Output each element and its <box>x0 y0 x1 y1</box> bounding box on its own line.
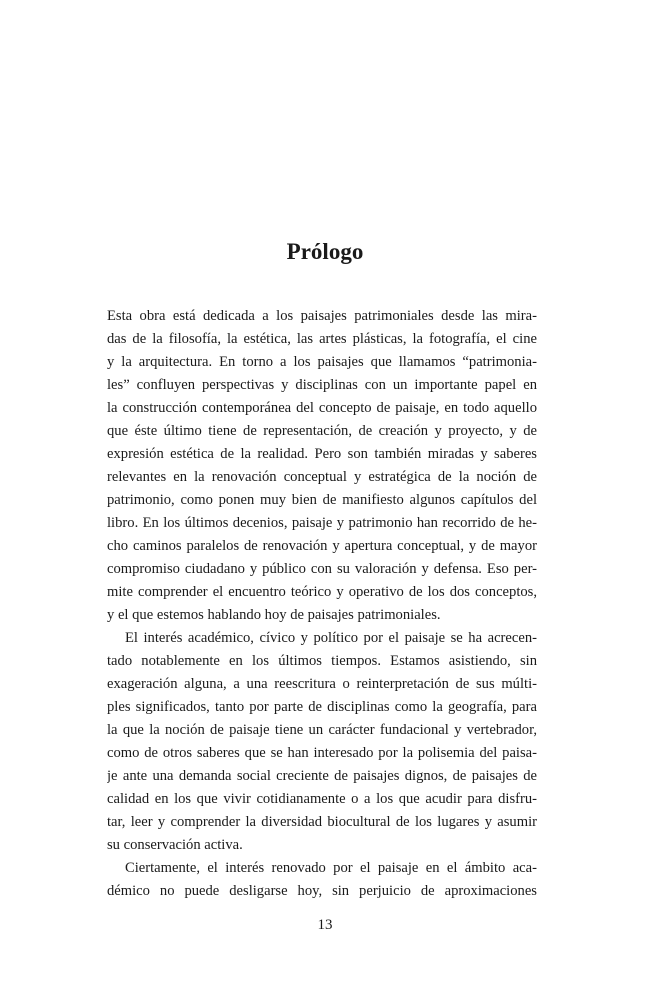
body-text <box>107 305 537 903</box>
text-line: Esta obra está dedicada a los paisajes patrimoniales desde las mira- <box>107 308 537 324</box>
text-line: les” confluyen perspectivas y disciplinas con un importante papel en <box>107 377 537 393</box>
text-line: relevantes en la renovación conceptual y estratégica de la noción de <box>107 469 537 485</box>
text-line: exageración alguna, a una reescritura o reinterpretación de sus múlti- <box>107 676 537 692</box>
chapter-title: Prólogo <box>286 239 364 264</box>
text-line: expresión estética de la realidad. Pero son también miradas y saberes <box>107 446 537 462</box>
text-line: la construcción contemporánea del concepto de paisaje, en todo aquello <box>107 400 537 416</box>
text-line: ples significados, tanto por parte de disciplinas como la geografía, para <box>107 699 537 715</box>
text-line: El interés académico, cívico y político por el paisaje se ha acrecen- <box>125 630 537 646</box>
text-line: libro. En los últimos decenios, paisaje y patrimonio han recorrido de he- <box>107 515 537 531</box>
text-line: tar, leer y comprender la diversidad biocultural de los lugares y asumir <box>107 814 537 830</box>
page-number: 13 <box>317 917 333 933</box>
text-line: das de la filosofía, la estética, las artes plásticas, la fotografía, el cine <box>107 331 537 347</box>
text-line: je ante una demanda social creciente de paisajes dignos, de paisajes de <box>107 768 537 784</box>
text-line: y el que estemos hablando hoy de paisajes patrimoniales. <box>107 607 441 623</box>
text-line: calidad en los que vivir cotidianamente o a los que acudir para disfru- <box>107 791 537 807</box>
text-line: la que la noción de paisaje tiene un carácter fundacional y vertebrador, <box>107 722 537 738</box>
text-line: cho caminos paralelos de renovación y apertura conceptual, y de mayor <box>107 538 537 554</box>
text-line: Ciertamente, el interés renovado por el paisaje en el ámbito aca- <box>125 860 537 876</box>
text-line: como de otros saberes que se han interesado por la polisemia del paisa- <box>107 745 537 761</box>
text-line: y la arquitectura. En torno a los paisajes que llamamos “patrimonia- <box>107 354 537 370</box>
text-line: su conservación activa. <box>107 837 243 853</box>
text-line: compromiso ciudadano y público con su valoración y defensa. Eso per- <box>107 561 537 577</box>
text-line: démico no puede desligarse hoy, sin perjuicio de aproximaciones <box>107 883 537 899</box>
text-line: tado notablemente en los últimos tiempos. Estamos asistiendo, sin <box>107 653 537 669</box>
text-line: que éste último tiene de representación, de creación y proyecto, y de <box>107 423 537 439</box>
text-line: patrimonio, como ponen muy bien de manifiesto algunos capítulos del <box>107 492 537 508</box>
text-line: mite comprender el encuentro teórico y operativo de los dos conceptos, <box>107 584 537 600</box>
